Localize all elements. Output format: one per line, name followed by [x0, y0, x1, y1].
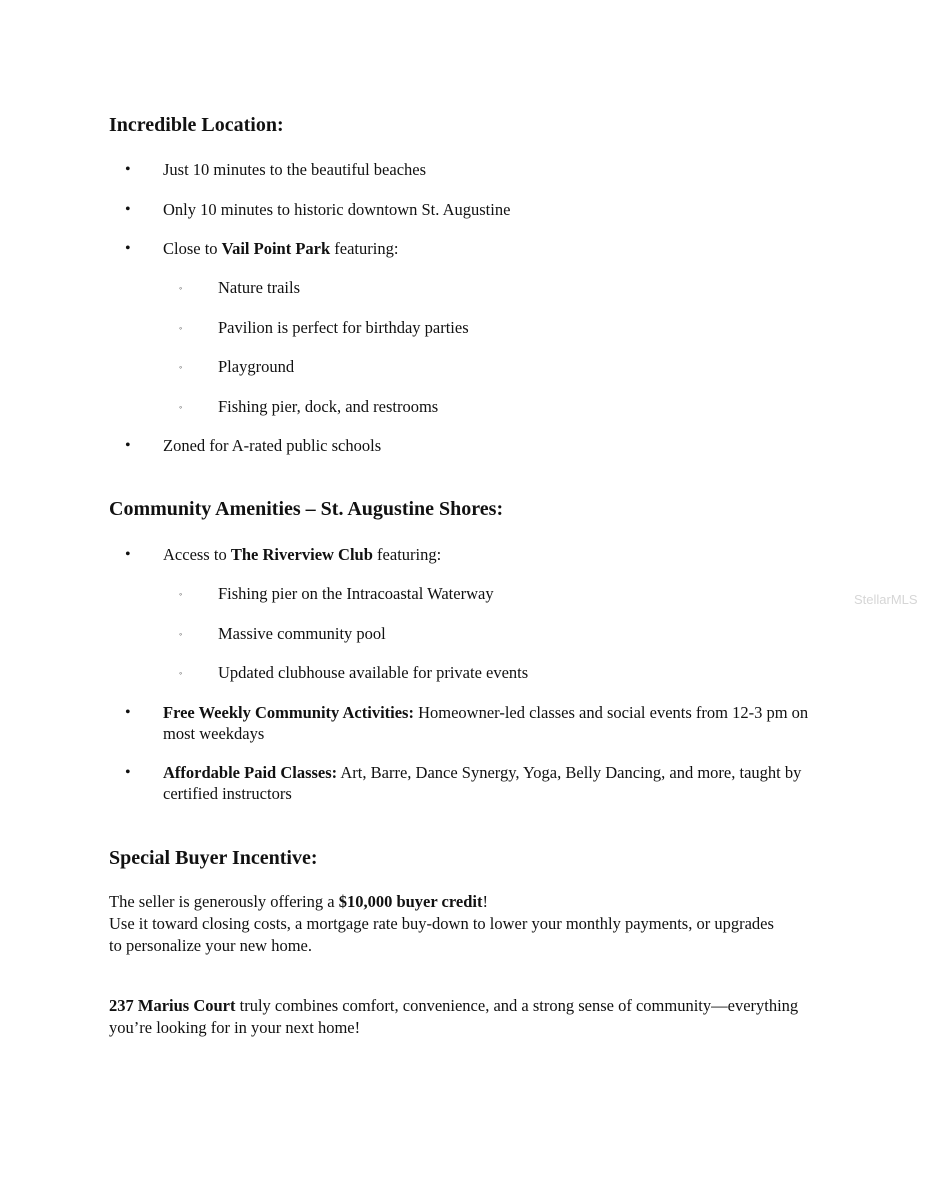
- heading-incredible-location: Incredible Location:: [109, 114, 284, 136]
- sub-bullet-icon: ◦: [179, 323, 183, 333]
- list-item-free-activities: [163, 702, 823, 744]
- club-name: The Riverview Club: [230, 545, 373, 564]
- list-item-downtown: Only 10 minutes to historic downtown St. Augustine: [163, 200, 511, 219]
- club-prefix: Access to: [163, 545, 231, 564]
- park-prefix: Close to: [163, 239, 222, 258]
- bullet-icon: •: [125, 240, 131, 257]
- sub-bullet-icon: ◦: [179, 629, 183, 639]
- incentive-prefix: The seller is generously offering a: [109, 892, 339, 911]
- buyer-credit: $10,000 buyer credit: [338, 892, 483, 911]
- free-activities-label: Free Weekly Community Activities:: [163, 703, 414, 722]
- heading-buyer-incentive: Special Buyer Incentive:: [109, 847, 318, 869]
- sub-bullet-icon: ◦: [179, 668, 183, 678]
- incentive-line-2: Use it toward closing costs, a mortgage rate buy-down to lower your monthly payments, or upgrades to personalize your new home.: [109, 914, 774, 955]
- park-name: Vail Point Park: [221, 239, 331, 258]
- list-item-club: [163, 544, 823, 565]
- bullet-icon: •: [125, 704, 131, 721]
- sub-bullet-icon: ◦: [179, 362, 183, 372]
- incentive-suffix: !: [482, 892, 488, 911]
- bullet-icon: •: [125, 161, 131, 178]
- closing-text: truly combines comfort, convenience, and a strong sense of community—everything you’re looking for in your next home!: [109, 996, 799, 1037]
- list-item-park: [163, 238, 823, 259]
- club-feature-item: Massive community pool: [218, 624, 386, 643]
- property-address: 237 Marius Court: [109, 996, 236, 1015]
- paid-classes-text: Art, Barre, Dance Synergy, Yoga, Belly Dancing, and more, taught by certified instructors: [163, 763, 802, 803]
- club-feature-item: Fishing pier on the Intracoastal Waterway: [218, 584, 494, 603]
- park-feature-item: Playground: [218, 357, 295, 376]
- park-suffix: featuring:: [330, 239, 399, 258]
- sub-bullet-icon: ◦: [179, 283, 183, 293]
- list-item-beaches: Just 10 minutes to the beautiful beaches: [163, 160, 427, 179]
- park-feature-item: Fishing pier, dock, and restrooms: [218, 397, 439, 416]
- list-item-paid-classes: [163, 762, 823, 804]
- park-feature-item: Pavilion is perfect for birthday parties: [218, 318, 469, 337]
- heading-community-amenities: Community Amenities – St. Augustine Shores:: [109, 498, 504, 520]
- club-suffix: featuring:: [372, 545, 442, 564]
- club-feature-item: Updated clubhouse available for private events: [218, 663, 529, 682]
- bullet-icon: •: [125, 546, 131, 563]
- incentive-paragraph: [109, 891, 789, 957]
- list-item-schools: Zoned for A-rated public schools: [163, 436, 382, 455]
- free-activities-text: Homeowner-led classes and social events from 12-3 pm on most weekdays: [163, 703, 809, 743]
- incentive-line-1: [109, 891, 789, 913]
- bullet-icon: •: [125, 437, 131, 454]
- sub-bullet-icon: ◦: [179, 402, 183, 412]
- closing-paragraph: [109, 995, 799, 1039]
- park-feature-item: Nature trails: [218, 278, 301, 297]
- sub-bullet-icon: ◦: [179, 589, 183, 599]
- watermark-text: StellarMLS: [854, 592, 918, 607]
- paid-classes-label: Affordable Paid Classes:: [163, 763, 338, 782]
- bullet-icon: •: [125, 764, 131, 781]
- bullet-icon: •: [125, 201, 131, 218]
